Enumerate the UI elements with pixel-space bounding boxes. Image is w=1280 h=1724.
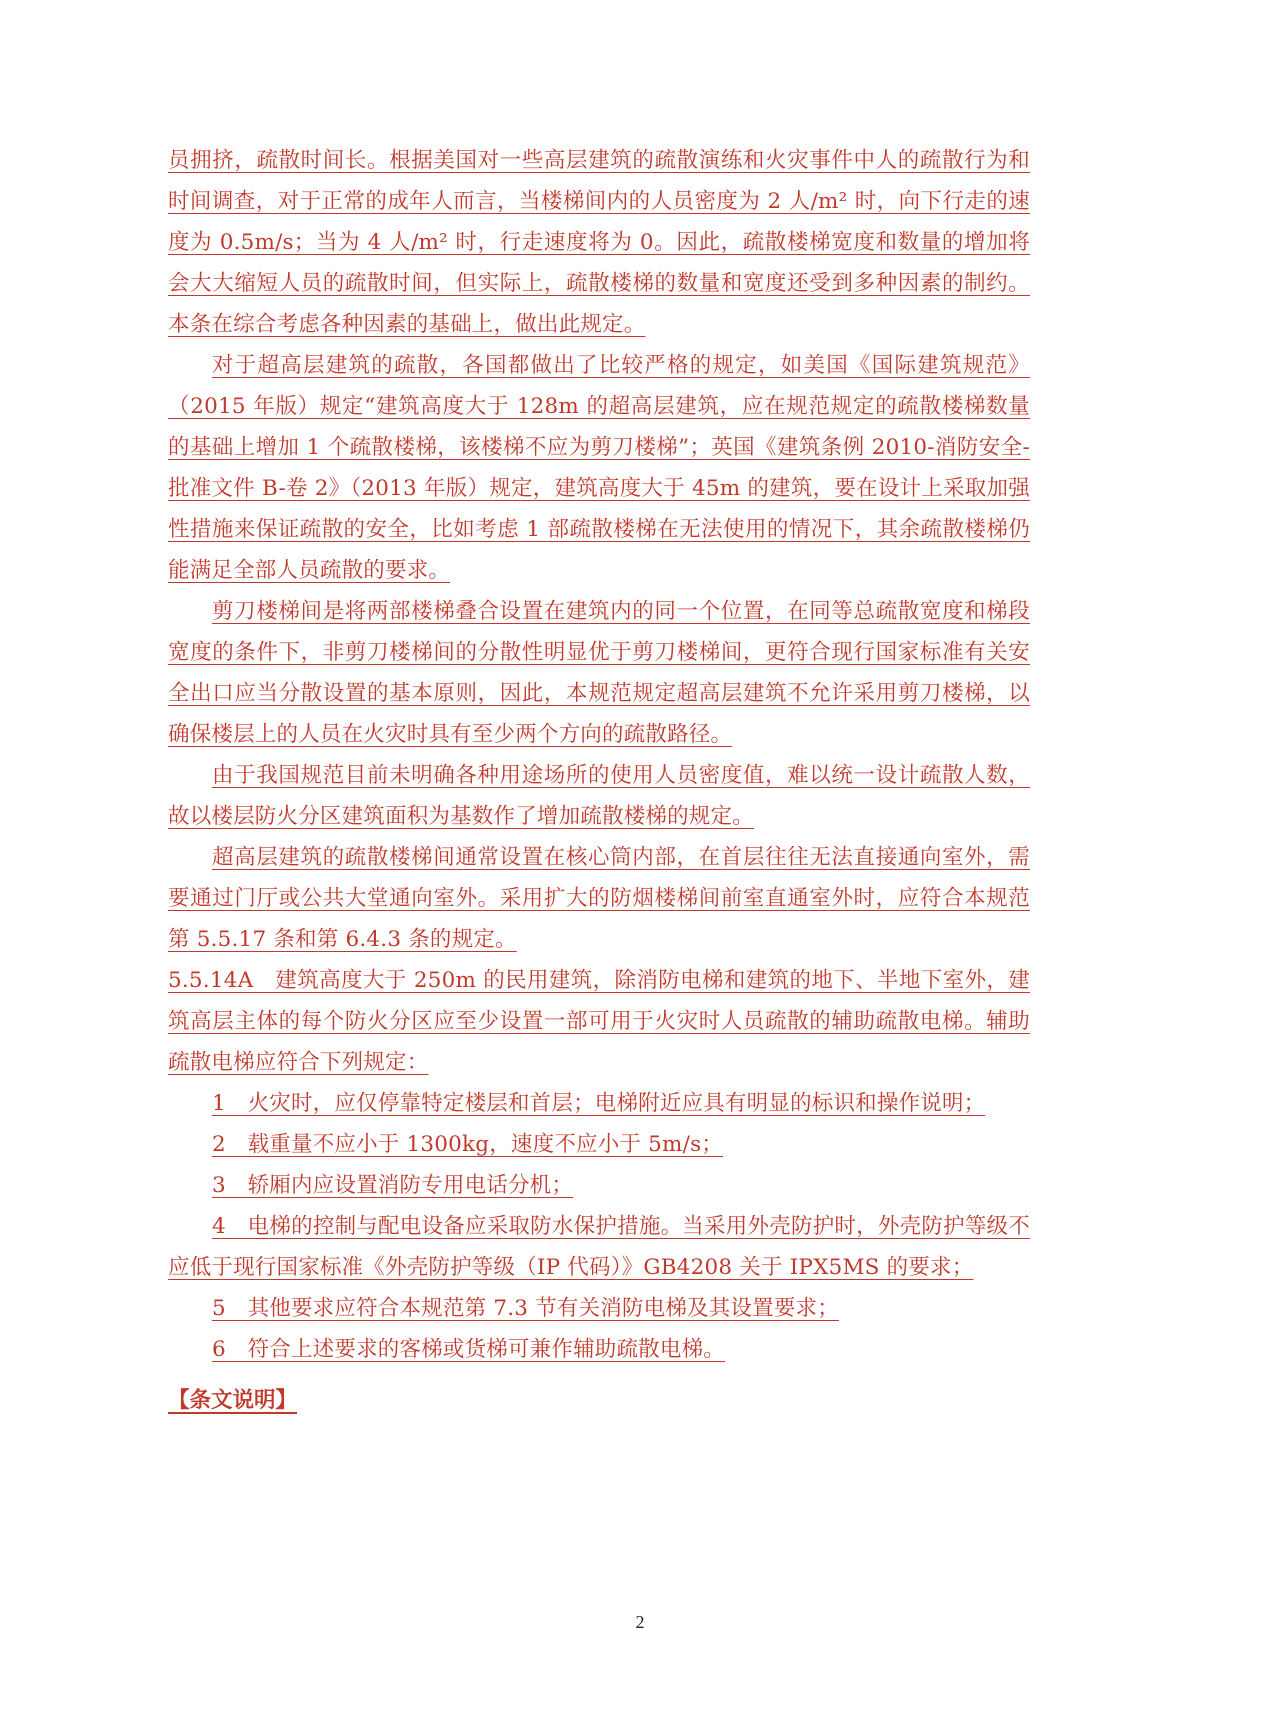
list-item-5: 5 其他要求应符合本规范第 7.3 节有关消防电梯及其设置要求； [212, 1296, 839, 1321]
paragraph-2: 对于超高层建筑的疏散，各国都做出了比较严格的规定，如美国《国际建筑规范》（2015 年版）规定“建筑高度大于 128m 的超高层建筑，应在规范规定的疏散楼梯数量的基础上增加 1 个疏散楼梯，该楼梯不应为剪刀楼梯”；英国《建筑条例 2010-消防安全-批准文件 B-卷 2》（2013 年版）规定，建筑高度大于 45m 的建筑，要在设计上采取加强性措施来保证疏散的安全，比如考虑 1 部疏散楼梯在无法使用的情况下，其余疏散楼梯仍能满足全部人员疏散的要求。 [168, 353, 1030, 583]
document-body [168, 140, 1030, 1421]
list-item-4: 4 电梯的控制与配电设备应采取防水保护措施。当采用外壳防护时，外壳防护等级不应低于现行国家标准《外壳防护等级（IP 代码）》GB4208 关于 IPX5MS 的要求； [168, 1214, 1030, 1280]
paragraph-1: 员拥挤，疏散时间长。根据美国对一些高层建筑的疏散演练和火灾事件中人的疏散行为和时间调查，对于正常的成年人而言，当楼梯间内的人员密度为 2 人/m² 时，向下行走的速度为 0.5m/s；当为 4 人/m² 时，行走速度将为 0。因此，疏散楼梯宽度和数量的增加将会大大缩短人员的疏散时间，但实际上，疏散楼梯的数量和宽度还受到多种因素的制约。本条在综合考虑各种因素的基础上，做出此规定。 [168, 148, 1030, 337]
list-item-1: 1 火灾时，应仅停靠特定楼层和首层；电梯附近应具有明显的标识和操作说明； [212, 1091, 986, 1116]
paragraph-4: 由于我国规范目前未明确各种用途场所的使用人员密度值，难以统一设计疏散人数，故以楼层防火分区建筑面积为基数作了增加疏散楼梯的规定。 [168, 763, 1030, 829]
paragraph-3: 剪刀楼梯间是将两部楼梯叠合设置在建筑内的同一个位置，在同等总疏散宽度和梯段宽度的条件下，非剪刀楼梯间的分散性明显优于剪刀楼梯间，更符合现行国家标准有关安全出口应当分散设置的基本原则，因此，本规范规定超高层建筑不允许采用剪刀楼梯，以确保楼层上的人员在火灾时具有至少两个方向的疏散路径。 [168, 599, 1030, 747]
list-item-3: 3 轿厢内应设置消防专用电话分机； [212, 1173, 574, 1198]
clause-5-5-14a: 5.5.14A 建筑高度大于 250m 的民用建筑，除消防电梯和建筑的地下、半地下室外，建筑高层主体的每个防火分区应至少设置一部可用于火灾时人员疏散的辅助疏散电梯。辅助疏散电梯应符合下列规定： [168, 968, 1030, 1075]
list-item-2: 2 载重量不应小于 1300kg，速度不应小于 5m/s； [212, 1132, 723, 1157]
page-number: 2 [635, 1612, 645, 1632]
list-item-6: 6 符合上述要求的客梯或货梯可兼作辅助疏散电梯。 [212, 1337, 725, 1362]
note-heading: 【条文说明】 [168, 1388, 298, 1413]
paragraph-5: 超高层建筑的疏散楼梯间通常设置在核心筒内部，在首层往往无法直接通向室外，需要通过门厅或公共大堂通向室外。采用扩大的防烟楼梯间前室直通室外时，应符合本规范第 5.5.17 条和第 6.4.3 条的规定。 [168, 845, 1030, 952]
